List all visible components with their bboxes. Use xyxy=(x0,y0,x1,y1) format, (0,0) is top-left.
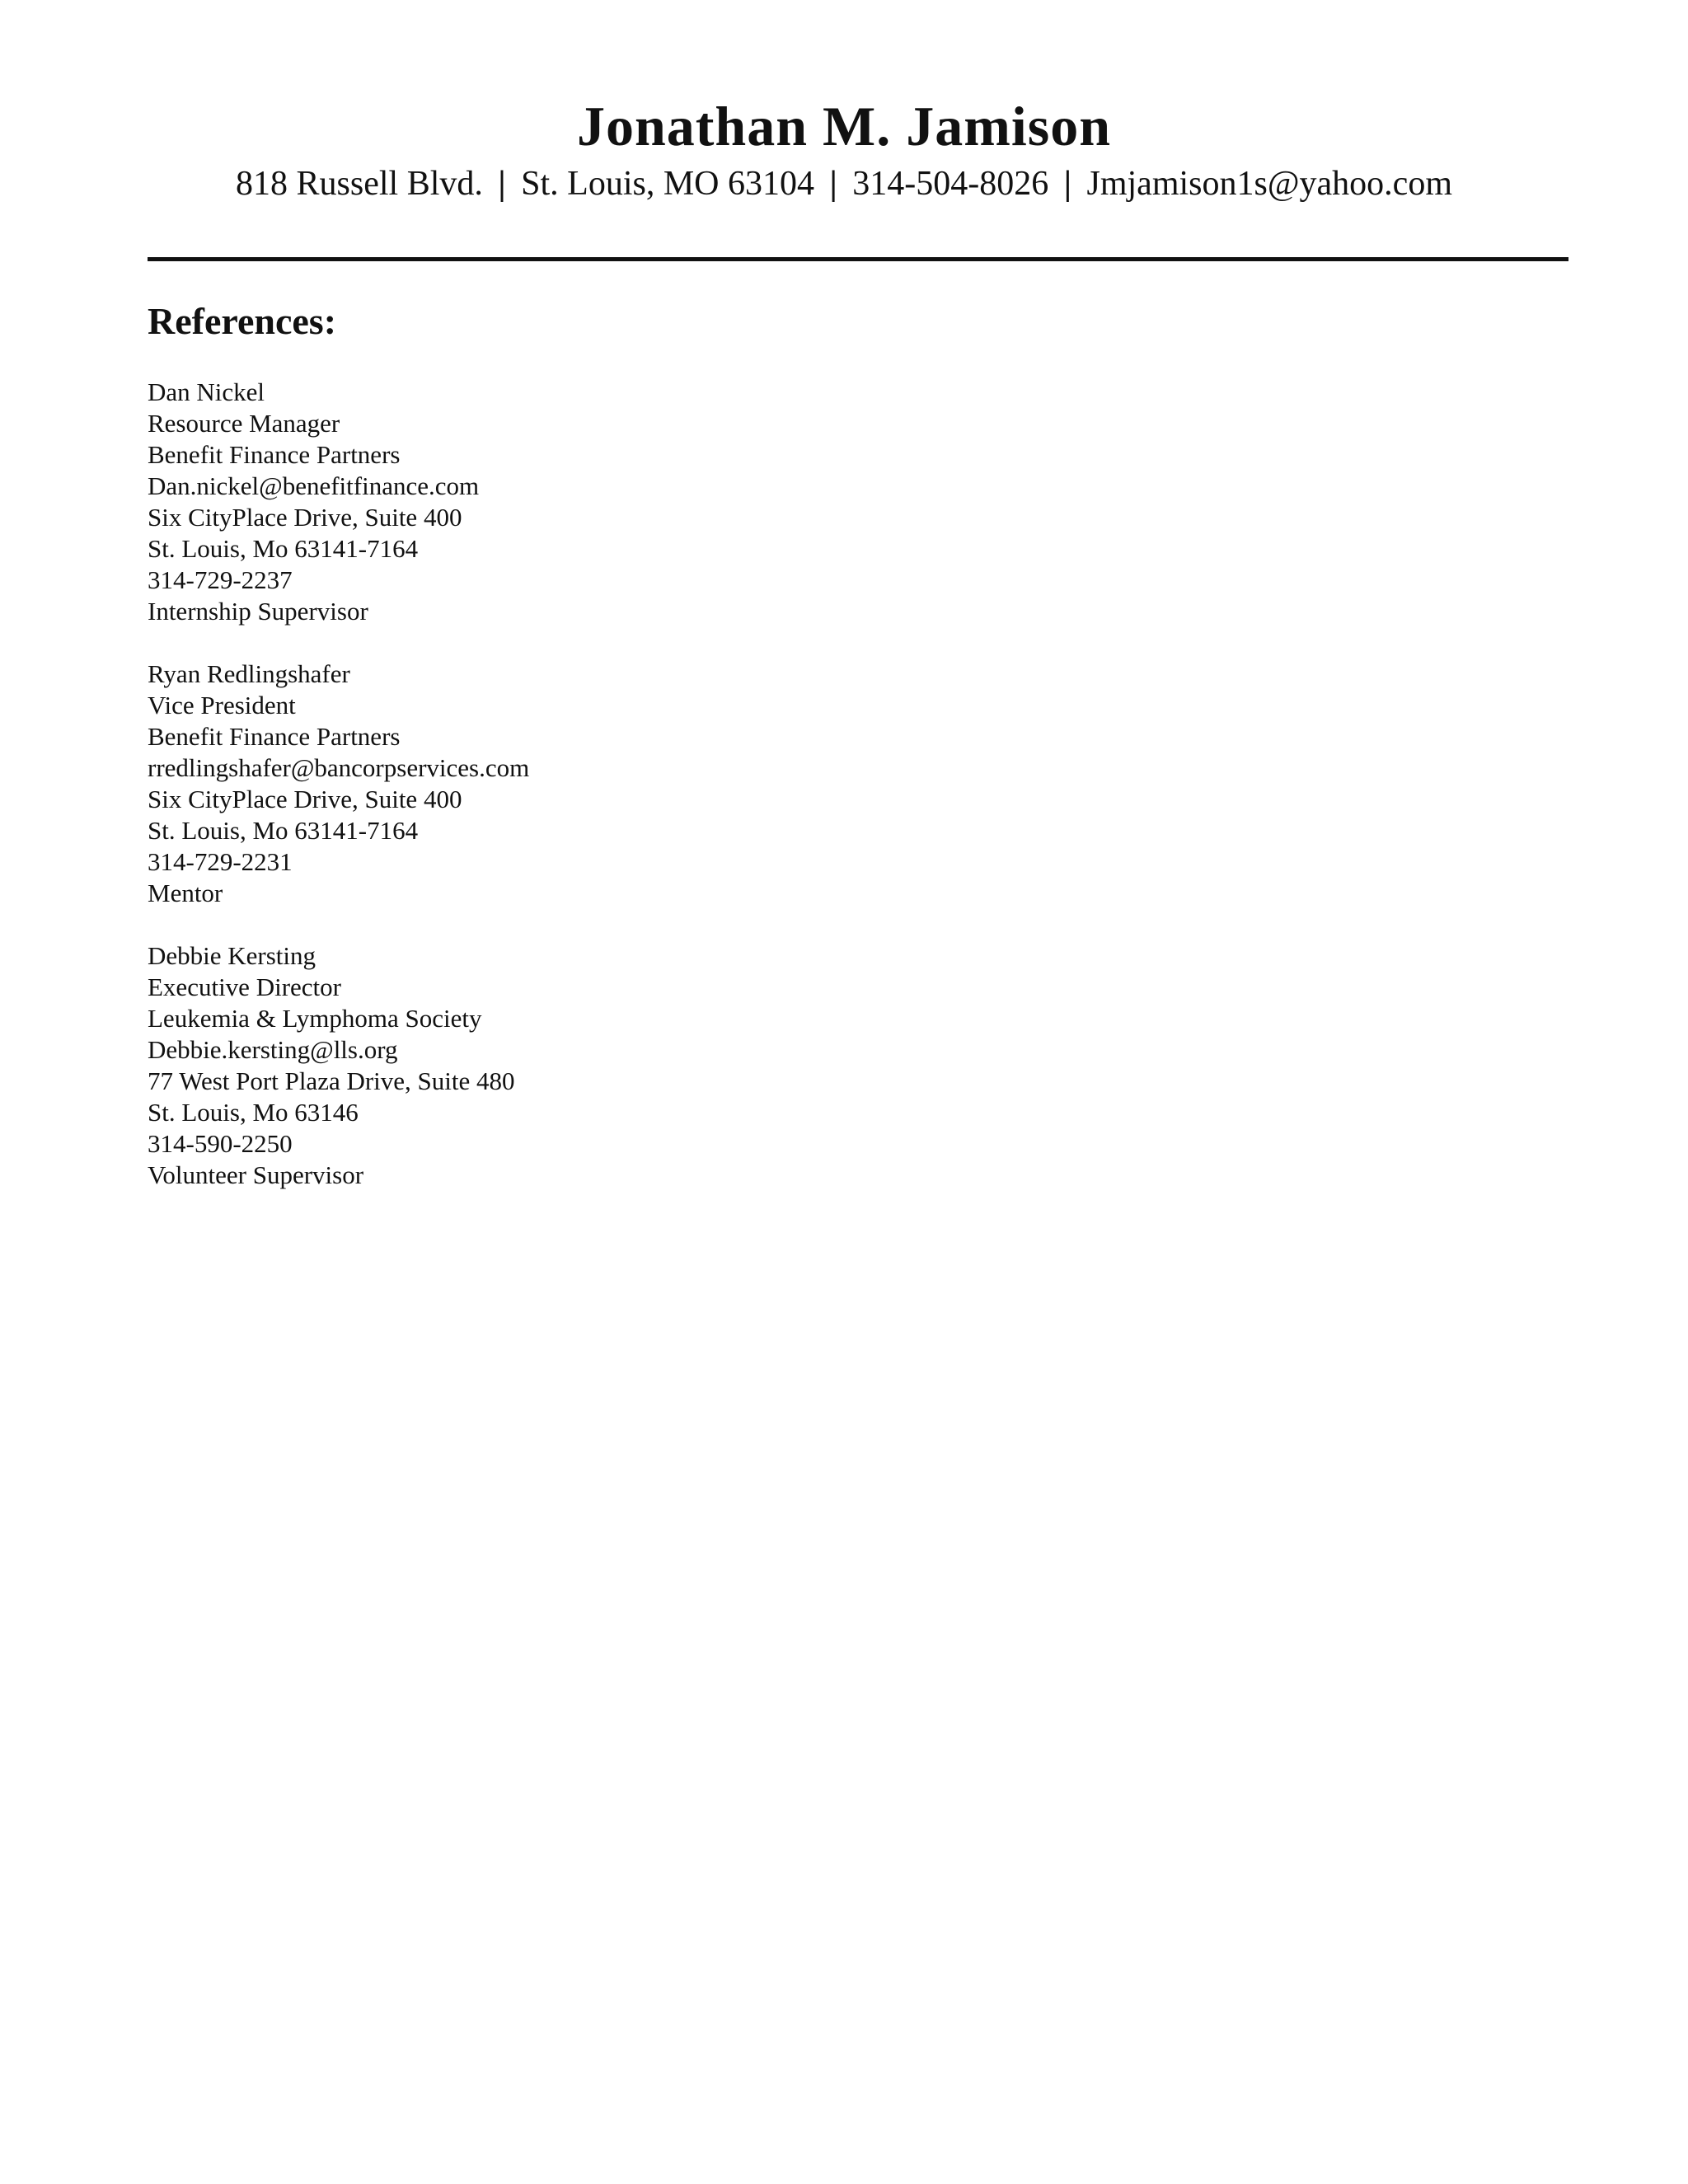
contact-separator: | xyxy=(829,165,837,203)
reference-street: Six CityPlace Drive, Suite 400 xyxy=(148,785,462,813)
contact-line xyxy=(0,162,1688,206)
reference-title: Executive Director xyxy=(148,972,341,1001)
reference-city: St. Louis, Mo 63141-7164 xyxy=(148,816,419,845)
reference-relationship: Internship Supervisor xyxy=(148,597,368,626)
reference-company: Benefit Finance Partners xyxy=(148,722,401,751)
reference-phone: 314-590-2250 xyxy=(148,1129,293,1158)
candidate-name: Jonathan M. Jamison xyxy=(576,95,1112,157)
reference-entry xyxy=(148,377,1137,627)
contact-email: Jmjamison1s@yahoo.com xyxy=(1086,165,1452,203)
contact-separator: | xyxy=(1063,165,1071,203)
contact-city: St. Louis, MO 63104 xyxy=(521,165,815,203)
reference-entry xyxy=(148,940,1137,1191)
references-heading: References: xyxy=(148,300,337,342)
reference-city: St. Louis, Mo 63141-7164 xyxy=(148,534,419,563)
reference-city: St. Louis, Mo 63146 xyxy=(148,1098,359,1127)
reference-name: Ryan Redlingshafer xyxy=(148,659,350,688)
reference-street: 77 West Port Plaza Drive, Suite 480 xyxy=(148,1066,515,1095)
contact-separator: | xyxy=(498,165,506,203)
header xyxy=(0,92,1688,206)
reference-street: Six CityPlace Drive, Suite 400 xyxy=(148,503,462,532)
reference-name: Debbie Kersting xyxy=(148,941,316,970)
reference-email: Debbie.kersting@lls.org xyxy=(148,1035,398,1064)
reference-phone: 314-729-2237 xyxy=(148,565,293,594)
references-list xyxy=(148,377,1137,1222)
contact-phone: 314-504-8026 xyxy=(852,165,1049,203)
reference-company: Leukemia & Lymphoma Society xyxy=(148,1004,482,1033)
reference-relationship: Volunteer Supervisor xyxy=(148,1160,364,1189)
header-divider xyxy=(148,257,1568,261)
reference-email: Dan.nickel@benefitfinance.com xyxy=(148,471,480,500)
reference-phone: 314-729-2231 xyxy=(148,847,293,876)
contact-address: 818 Russell Blvd. xyxy=(236,165,483,203)
reference-company: Benefit Finance Partners xyxy=(148,440,401,469)
reference-entry xyxy=(148,658,1137,909)
reference-title: Vice President xyxy=(148,691,296,719)
reference-email: rredlingshafer@bancorpservices.com xyxy=(148,753,530,782)
reference-title: Resource Manager xyxy=(148,409,340,438)
reference-name: Dan Nickel xyxy=(148,377,265,406)
reference-relationship: Mentor xyxy=(148,879,223,907)
